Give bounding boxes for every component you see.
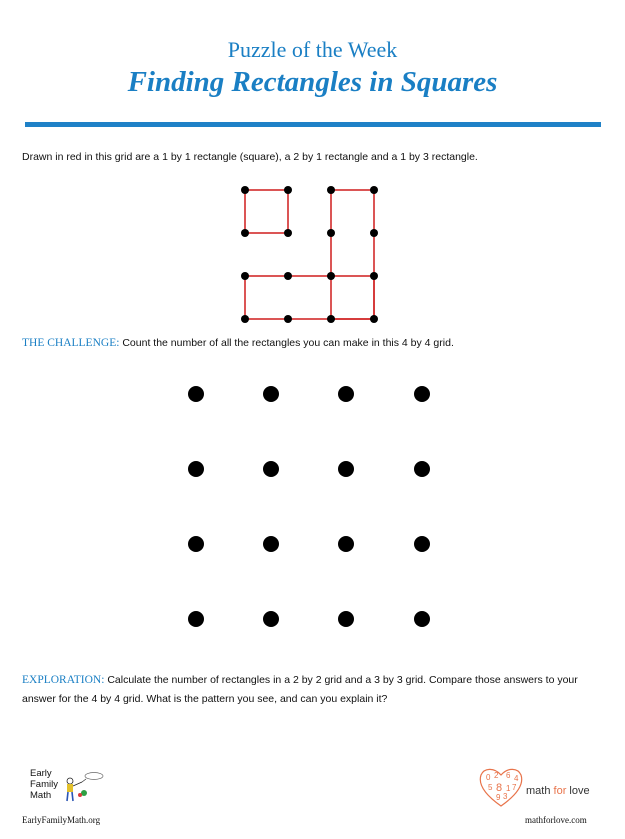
svg-text:6: 6 <box>506 771 511 780</box>
heart-numbers-icon <box>476 766 526 808</box>
grid-dot <box>188 386 204 402</box>
grid-dot <box>327 272 335 280</box>
grid-dot <box>338 461 354 477</box>
grid-dot <box>327 315 335 323</box>
challenge-paragraph <box>22 337 612 349</box>
grid-dot <box>263 536 279 552</box>
grid-dot <box>188 611 204 627</box>
challenge-dot-grid <box>180 380 440 635</box>
svg-text:3: 3 <box>503 792 508 801</box>
mfl-word-math: math <box>526 785 554 797</box>
square-1x1 <box>245 190 288 233</box>
efm-line-1: Early <box>30 768 52 779</box>
grid-dot <box>263 611 279 627</box>
efm-line-2: Family <box>30 779 58 790</box>
grid-dot <box>327 229 335 237</box>
svg-text:5: 5 <box>488 783 493 792</box>
grid-dot <box>414 386 430 402</box>
svg-text:9: 9 <box>496 793 501 802</box>
math-for-love-logo <box>476 766 606 806</box>
grid-dot <box>414 611 430 627</box>
grid-dot <box>284 272 292 280</box>
rectangle-1x3 <box>331 190 374 319</box>
grid-dot <box>370 229 378 237</box>
exploration-paragraph <box>22 671 602 709</box>
grid-dot <box>414 536 430 552</box>
challenge-label: THE CHALLENGE: <box>22 337 120 349</box>
grid-dot <box>338 386 354 402</box>
example-grid-dots <box>241 186 378 323</box>
grid-dot <box>241 229 249 237</box>
grid-dot <box>414 461 430 477</box>
grid-dot <box>188 536 204 552</box>
grid-dot <box>327 186 335 194</box>
grid-dot <box>263 386 279 402</box>
child-figure-icon <box>62 772 107 806</box>
early-family-math-logo <box>28 768 118 808</box>
grid-dot <box>370 315 378 323</box>
exploration-label: EXPLORATION: <box>22 674 105 686</box>
math-for-love-url[interactable]: mathforlove.com <box>525 815 587 825</box>
page-title: Finding Rectangles in Squares <box>127 66 498 98</box>
intro-text: Drawn in red in this grid are a 1 by 1 rectangle (square), a 2 by 1 rectangle and a 1 by 3 rectangle. <box>22 151 478 163</box>
rectangle-2x1 <box>245 276 374 319</box>
grid-dot <box>370 186 378 194</box>
early-family-math-url[interactable]: EarlyFamilyMath.org <box>22 815 101 825</box>
mfl-word-for: for <box>553 785 567 797</box>
grid-dot <box>284 186 292 194</box>
svg-text:1: 1 <box>506 784 511 793</box>
grid-dot <box>188 461 204 477</box>
grid-dot <box>284 229 292 237</box>
grid-dot <box>241 186 249 194</box>
page-subtitle: Puzzle of the Week <box>227 37 398 62</box>
header-divider <box>25 122 601 127</box>
svg-text:7: 7 <box>512 783 517 792</box>
grid-dot <box>338 611 354 627</box>
grid-dot <box>370 272 378 280</box>
grid-dot <box>241 272 249 280</box>
exploration-text: Calculate the number of rectangles in a 2 by 2 grid and a 3 by 3 grid. Compare those answers to your answer for the 4 by 4 grid. What is the pattern you see, and can you explain it? <box>22 674 578 705</box>
svg-text:0: 0 <box>486 773 491 782</box>
efm-line-3: Math <box>30 790 52 801</box>
example-rectangles-grid <box>235 180 385 325</box>
grid-dot <box>338 536 354 552</box>
grid-dot <box>241 315 249 323</box>
efm-logo-text <box>30 768 58 801</box>
challenge-text: Count the number of all the rectangles you can make in this 4 by 4 grid. <box>119 337 454 349</box>
svg-text:2: 2 <box>494 771 499 780</box>
svg-text:4: 4 <box>514 774 519 783</box>
grid-dot <box>263 461 279 477</box>
grid-dot <box>284 315 292 323</box>
svg-text:8: 8 <box>496 782 503 794</box>
example-red-rectangles <box>245 190 374 319</box>
math-for-love-wordmark <box>526 785 590 797</box>
mfl-word-love: love <box>566 785 590 797</box>
